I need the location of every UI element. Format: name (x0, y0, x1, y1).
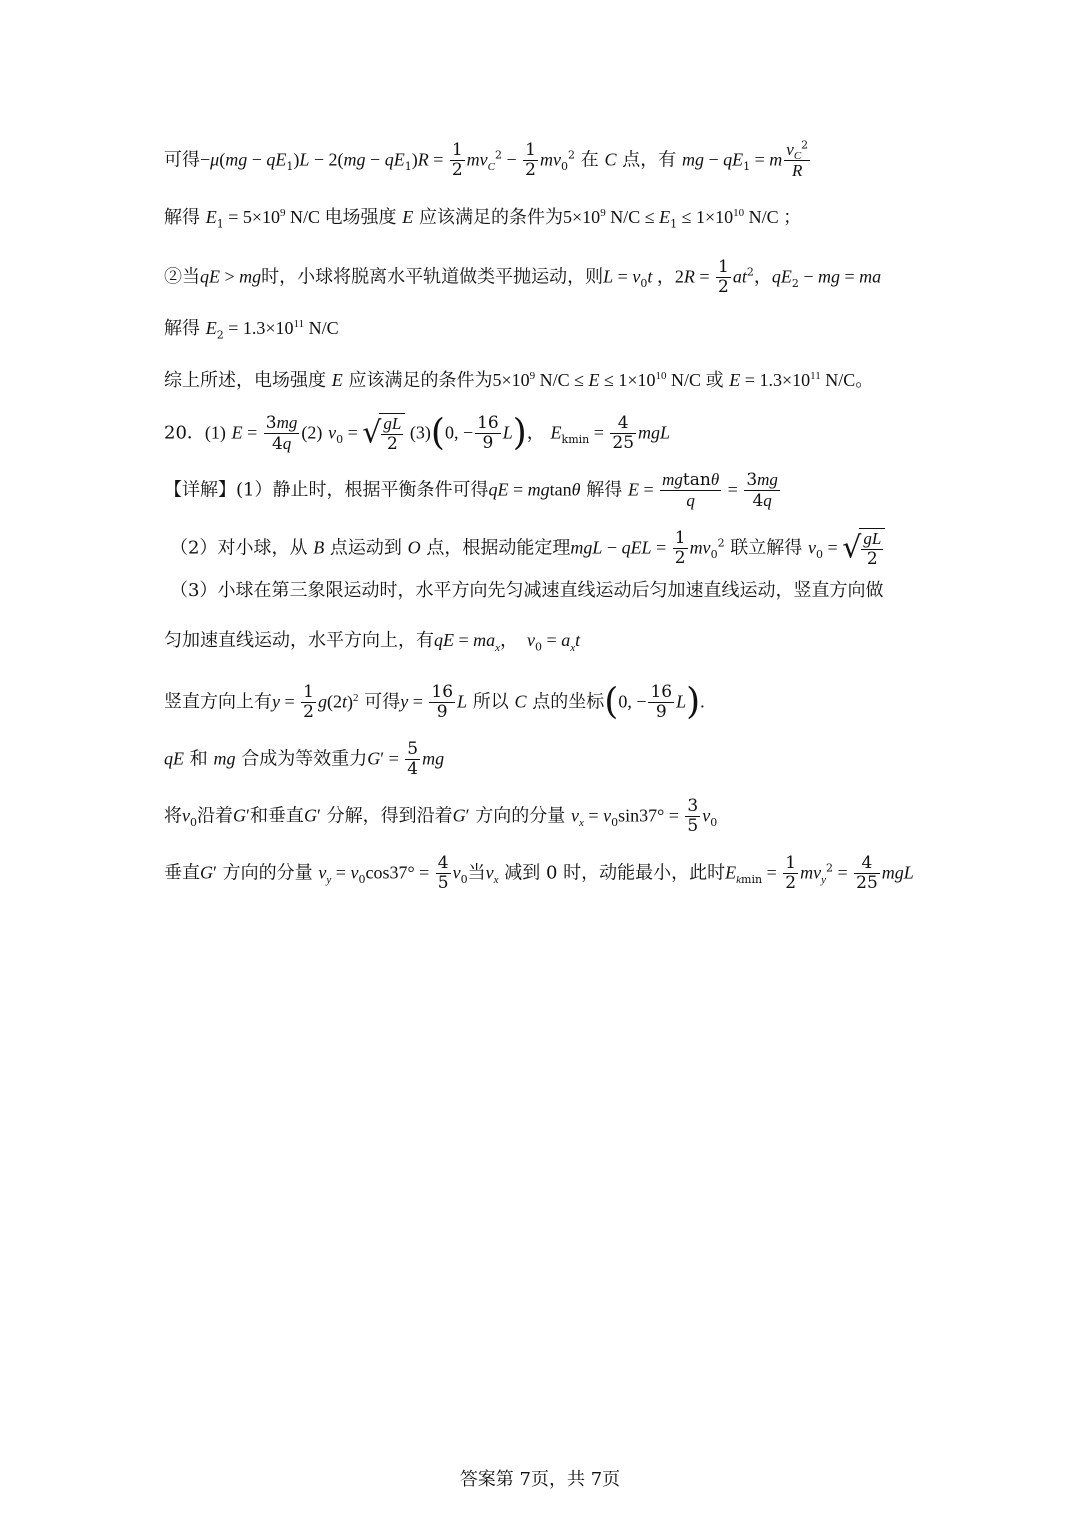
q20-detail-5: 竖直方向上有y = $\frac{1}{2}$ $g(2t)^2$ 可得y = $\frac{16}{9}$ L 所以 C 点的坐标(0, − $\frac{16}{9}$ L). (164, 681, 705, 723)
q20-detail-7: 将$v_0$沿着G′和垂直G′ 分解，得到沿着G′ 方向的分量 $v_x = v_0\sin 37^\circ$ = $\frac{3}{5}$ $v_0$ (164, 796, 718, 836)
solution-line-5: 综上所述，电场强度 E 应该满足的条件为$5\times 10^9$ $N/C \le E \le 1\times 10^{10}$ N/C 或 $E = 1.3\times 10^{11}$ N/C。 (164, 370, 874, 391)
q20-detail-6: qE 和 mg 合成为等效重力G′ = $\frac{5}{4}$ mg (164, 739, 445, 779)
solution-line-2: 解得 $E_1 = 5\times 10^9$ N/C 电场强度 E 应该满足的条件为$5\times 10^9$ $N/C \le E_1 \le 1\times 10^{10}$ N/C ； (164, 207, 802, 231)
q20-detail-4: 匀加速直线运动，水平方向上，有qE = $ma_x$， $v_0 = a_xt$ (164, 630, 581, 654)
q20-answer-line: 20．(1) E = $\frac{3mg}{4q}$ (2) $v_0$ = √ $\frac{gL}{2}$ (3)(0, − $\frac{16}{9}$ L)， $E_{kmin}$ = $\frac{4}{25}$ mgL (164, 412, 671, 454)
solution-line-1: 可得$-\mu(mg - qE_1)L - 2(mg - qE_1)R$ = $\frac{1}{2}$ $mv_C^2$ − $\frac{1}{2}$ $mv_0^2$ 在 C 点，有 mg − $qE_1 = m$ $\frac{v_C^2}{R}$ (164, 138, 809, 180)
solution-line-3: ②当qE > mg时，小球将脱离水平轨道做类平抛运动，则$L = v_0t$ ，2R = $\frac{1}{2}$ $at^2$，$qE_2$ − mg = ma (164, 257, 882, 297)
solution-line-4: 解得 $E_2 = 1.3\times 10^{11}$ N/C (164, 318, 339, 342)
page-footer: 答案第 7页，共 7页 (459, 1469, 621, 1490)
q20-detail-3: （3）小球在第三象限运动时，水平方向先匀减速直线运动后匀加速直线运动，竖直方向做 (170, 580, 884, 601)
q20-detail-1: 【详解】(1）静止时，根据平衡条件可得qE = mgtanθ 解得 E = $\frac{mgtan\theta}{q}$ = $\frac{3mg}{4q}$ (164, 470, 778, 511)
q20-detail-8: 垂直G′ 方向的分量 $v_y = v_0\cos 37^\circ$ = $\frac{4}{5}$ $v_0$当$v_x$ 减到 0 时，动能最小，此时$E_{kmin}$ = $\frac{1}{2}$ $mv_y^2$ = $\frac{4}{25}$ mgL (164, 853, 914, 893)
q20-detail-2: （2）对小球，从 B 点运动到 O 点，根据动能定理mgL − qEL = $\frac{1}{2}$ $mv_0^2$ 联立解得 $v_0$ = √ $\frac{gL}{2}$ (170, 528, 885, 569)
